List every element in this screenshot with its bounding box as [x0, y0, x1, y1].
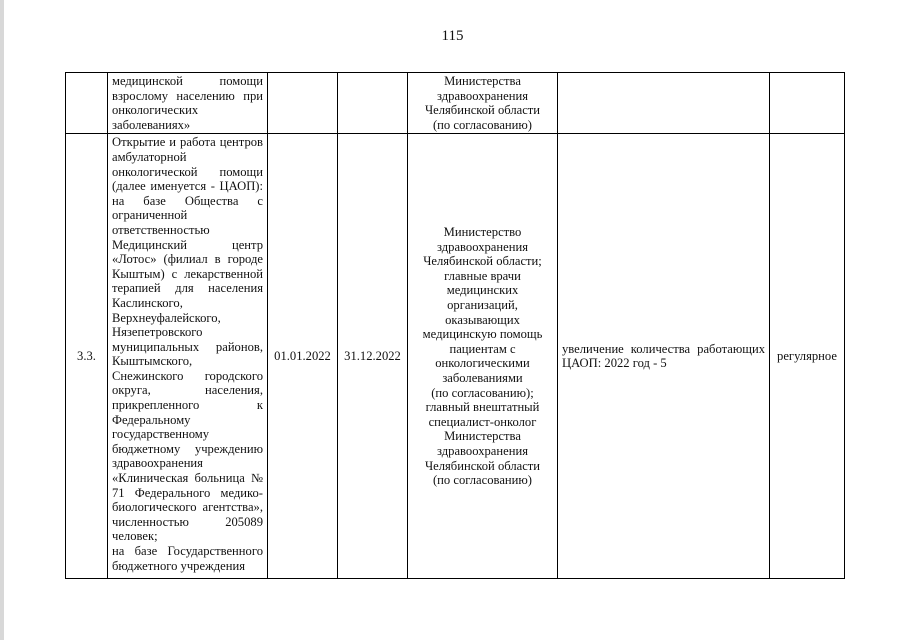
cell-number — [66, 73, 108, 134]
cell-indicator — [558, 73, 770, 134]
cell-executors: Министерство здравоохранения Челябинской области; главные врачи медицинских организаций, оказывающих медицинскую помощь пациентам с онкологическими заболеваниями (по согласованию); главный внештатный специалист-онколог Министерства здравоохранения Челябинской области (по согласованию) — [408, 134, 558, 579]
cell-start-date: 01.01.2022 — [268, 134, 338, 579]
table-row — [66, 134, 845, 579]
cell-end-date: 31.12.2022 — [338, 134, 408, 579]
page-number: 115 — [441, 28, 464, 44]
measures-table — [65, 72, 845, 579]
cell-description: Открытие и работа центров амбулаторной онкологической помощи (далее именуется - ЦАОП): на базе Общества с ограниченной ответственностью Медицинский центр «Лотос» (филиал в городе Кыштым) с лекарственной терапией для населения Каслинского, Верхнеуфалейского, Нязепетровского муниципальных районов, Кыштымского, Снежинского городского округа, населения, прикрепленного к Федеральному государственному бюджетному учреждению здравоохранения «Клиническая больница № 71 Федерального медико-биологического агентства», численностью 205089 человек; на базе Государственного бюджетного учреждения — [108, 134, 268, 579]
cell-number: 3.3. — [66, 134, 108, 579]
cell-indicator: увеличение количества работающих ЦАОП: 2022 год - 5 — [558, 134, 770, 579]
table-row — [66, 73, 845, 134]
cell-end-date — [338, 73, 408, 134]
scan-edge-shadow — [0, 0, 4, 640]
cell-executors: Министерства здравоохранения Челябинской области (по согласованию) — [408, 73, 558, 134]
cell-start-date — [268, 73, 338, 134]
cell-frequency: регулярное — [770, 134, 845, 579]
cell-frequency — [770, 73, 845, 134]
cell-description: медицинской помощи взрослому населению при онкологических заболеваниях» — [108, 73, 268, 134]
